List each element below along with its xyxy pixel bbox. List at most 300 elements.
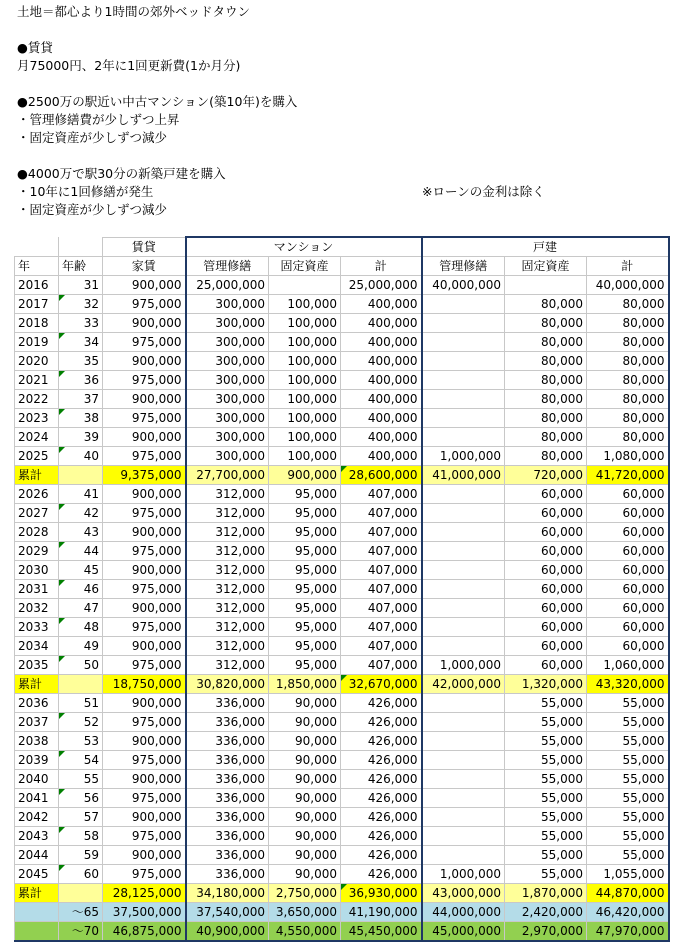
cell-mansion-repair: 336,000 [186,751,269,770]
cell-house-tax: 60,000 [505,561,587,580]
cell-year: 2031 [15,580,59,599]
cell-mansion-total: 407,000 [341,599,422,618]
table-row [15,599,669,618]
cell-year: 2034 [15,637,59,656]
cell-mansion-tax: 95,000 [269,637,341,656]
cell-house-repair: 45,000,000 [422,922,505,942]
cell-rent: 975,000 [103,827,186,846]
cell-year: 2028 [15,523,59,542]
cell-age: 59 [59,846,103,865]
cell-mansion-tax: 95,000 [269,599,341,618]
cell-house-repair [422,523,505,542]
cell-rent: 900,000 [103,314,186,333]
cell-mansion-repair: 312,000 [186,485,269,504]
cell-house-tax: 80,000 [505,295,587,314]
cell-house-tax: 60,000 [505,542,587,561]
group-house: 戸建 [422,237,669,257]
cell-age: ～65 [59,903,103,922]
cell-age: 53 [59,732,103,751]
cell-year: 2042 [15,808,59,827]
cell-mansion-total: 400,000 [341,447,422,466]
cell-house-repair [422,409,505,428]
cell-mansion-total: 407,000 [341,637,422,656]
cell-mansion-tax: 100,000 [269,295,341,314]
cell-rent: 900,000 [103,599,186,618]
cell-age [59,466,103,485]
cell-mansion-repair: 312,000 [186,523,269,542]
cell-house-total: 60,000 [587,523,669,542]
cell-house-total: 55,000 [587,732,669,751]
cell-mansion-tax: 95,000 [269,561,341,580]
cell-mansion-tax: 95,000 [269,618,341,637]
cell-house-tax: 720,000 [505,466,587,485]
cell-mansion-tax: 2,750,000 [269,884,341,903]
cell-year: 2037 [15,713,59,732]
cell-mansion-repair: 336,000 [186,694,269,713]
cell-mansion-repair: 30,820,000 [186,675,269,694]
cell-year: 2022 [15,390,59,409]
table-row [15,409,669,428]
cell-house-repair [422,580,505,599]
cell-house-tax: 2,970,000 [505,922,587,942]
cell-mansion-total: 407,000 [341,523,422,542]
cell-house-tax: 1,320,000 [505,675,587,694]
cell-age: 54 [59,751,103,770]
cell-age: 52 [59,713,103,732]
cell-age: 58 [59,827,103,846]
cell-house-repair [422,751,505,770]
spacer [17,21,667,39]
cell-year: 2036 [15,694,59,713]
cell-year: 2025 [15,447,59,466]
cell-rent: 900,000 [103,694,186,713]
cell-year: 2044 [15,846,59,865]
cell-house-total: 1,080,000 [587,447,669,466]
cell-house-tax: 60,000 [505,637,587,656]
group-mansion: マンション [186,237,422,257]
cell-mansion-tax: 90,000 [269,713,341,732]
cell-mansion-repair: 300,000 [186,428,269,447]
cell-rent: 900,000 [103,770,186,789]
cell-mansion-repair: 312,000 [186,561,269,580]
cell-house-repair [422,485,505,504]
table-row [15,618,669,637]
cell-mansion-repair: 312,000 [186,656,269,675]
cell-mansion-total: 407,000 [341,561,422,580]
cell-age [59,675,103,694]
cell-mansion-total: 426,000 [341,732,422,751]
cell-mansion-repair: 300,000 [186,447,269,466]
cell-rent: 975,000 [103,656,186,675]
cell-house-tax: 55,000 [505,865,587,884]
cell-mansion-tax: 90,000 [269,751,341,770]
cell-house-repair [422,390,505,409]
cell-rent: 46,875,000 [103,922,186,942]
cell-house-repair [422,770,505,789]
cell-house-tax: 80,000 [505,371,587,390]
cell-mansion-total: 25,000,000 [341,276,422,295]
cell-rent: 975,000 [103,447,186,466]
col-house-total: 計 [587,257,669,276]
column-header-row [15,257,669,276]
cell-house-tax: 80,000 [505,409,587,428]
cell-mansion-repair: 336,000 [186,865,269,884]
cell-rent: 975,000 [103,371,186,390]
cell-rent: 975,000 [103,542,186,561]
cell-house-total: 80,000 [587,409,669,428]
cell-mansion-repair: 312,000 [186,504,269,523]
table-row [15,846,669,865]
table-row [15,371,669,390]
cell-house-tax: 60,000 [505,580,587,599]
cell-rent: 975,000 [103,789,186,808]
cell-age: 33 [59,314,103,333]
cell-year: 2045 [15,865,59,884]
cell-age: 47 [59,599,103,618]
cell-house-tax: 80,000 [505,428,587,447]
cell-mansion-total: 400,000 [341,295,422,314]
cell-age: 60 [59,865,103,884]
col-house-repair: 管理修繕 [422,257,505,276]
cell-house-total: 60,000 [587,580,669,599]
cell-house-repair: 1,000,000 [422,447,505,466]
cell-house-repair [422,428,505,447]
cell-house-total: 80,000 [587,333,669,352]
cell-age [59,884,103,903]
cell-age: 41 [59,485,103,504]
cell-rent: 900,000 [103,732,186,751]
cell-year: 2041 [15,789,59,808]
spacer [17,75,667,93]
cell-rent: 975,000 [103,333,186,352]
cell-house-tax: 60,000 [505,504,587,523]
cell-house-repair [422,504,505,523]
cell-mansion-tax: 95,000 [269,485,341,504]
cell-age: 42 [59,504,103,523]
cell-mansion-repair: 312,000 [186,599,269,618]
cell-house-tax: 55,000 [505,808,587,827]
cell-year: 累計 [15,466,59,485]
cell-house-tax: 60,000 [505,599,587,618]
cell-mansion-tax: 90,000 [269,789,341,808]
notes [17,3,667,219]
cell-house-repair [422,333,505,352]
cell-house-total: 1,055,000 [587,865,669,884]
col-year: 年 [15,257,59,276]
cell-mansion-total: 41,190,000 [341,903,422,922]
cell-age: 39 [59,428,103,447]
cell-rent: 18,750,000 [103,675,186,694]
cell-house-total: 55,000 [587,694,669,713]
cell-mansion-total: 407,000 [341,485,422,504]
cell-house-repair [422,314,505,333]
cell-year: 2016 [15,276,59,295]
cell-rent: 900,000 [103,637,186,656]
cell-mansion-repair: 336,000 [186,827,269,846]
cell-age: 48 [59,618,103,637]
cell-rent: 900,000 [103,276,186,295]
cell-mansion-total: 400,000 [341,428,422,447]
cell-rent: 975,000 [103,618,186,637]
cell-house-repair [422,789,505,808]
cell-house-repair [422,827,505,846]
cell-house-total: 46,420,000 [587,903,669,922]
cell-rent: 37,500,000 [103,903,186,922]
rent-heading: ●賃貸 [17,40,53,55]
cell-house-total: 55,000 [587,789,669,808]
cell-mansion-total: 28,600,000 [341,466,422,485]
table-row [15,447,669,466]
cell-age: 55 [59,770,103,789]
cell-mansion-repair: 312,000 [186,637,269,656]
cell-house-tax: 2,420,000 [505,903,587,922]
cell-house-total: 60,000 [587,637,669,656]
cell-mansion-total: 426,000 [341,808,422,827]
cell-age: 57 [59,808,103,827]
cell-mansion-repair: 34,180,000 [186,884,269,903]
subtotal-row [15,466,669,485]
cell-house-total: 80,000 [587,390,669,409]
cell-house-total: 80,000 [587,428,669,447]
cell-age: 36 [59,371,103,390]
cell-house-tax: 55,000 [505,789,587,808]
cell-house-tax: 55,000 [505,846,587,865]
table-row [15,732,669,751]
rent-description: 月75000円、2年に1回更新費(1か月分) [17,58,241,73]
cell-mansion-tax: 100,000 [269,409,341,428]
cell-age: ～70 [59,922,103,942]
cell-mansion-total: 400,000 [341,333,422,352]
cell-house-repair: 40,000,000 [422,276,505,295]
cell-age: 34 [59,333,103,352]
cell-rent: 975,000 [103,580,186,599]
cell-house-repair [422,371,505,390]
cell-house-repair [422,561,505,580]
cell-mansion-repair: 300,000 [186,295,269,314]
col-age: 年齢 [59,257,103,276]
cell-age: 38 [59,409,103,428]
cell-house-total: 55,000 [587,751,669,770]
cell-mansion-repair: 300,000 [186,352,269,371]
cell-house-tax: 60,000 [505,618,587,637]
cell-mansion-tax: 90,000 [269,865,341,884]
col-mansion-tax: 固定資産 [269,257,341,276]
cell-mansion-tax: 4,550,000 [269,922,341,942]
cell-house-tax: 55,000 [505,694,587,713]
cell-year: 2030 [15,561,59,580]
table-row [15,314,669,333]
cell-house-repair [422,542,505,561]
cell-mansion-repair: 312,000 [186,618,269,637]
cell-mansion-total: 426,000 [341,789,422,808]
cell-mansion-total: 426,000 [341,751,422,770]
cell-year: 2023 [15,409,59,428]
cell-year: 2043 [15,827,59,846]
cell-house-repair: 1,000,000 [422,865,505,884]
cell-mansion-repair: 37,540,000 [186,903,269,922]
house-heading: ●4000万で駅30分の新築戸建を購入 [17,166,226,181]
cell-house-repair [422,808,505,827]
total-to-70-row [15,922,669,942]
group-header-row [15,237,669,257]
cell-age: 44 [59,542,103,561]
col-mansion-total: 計 [341,257,422,276]
cell-house-total: 47,970,000 [587,922,669,942]
cell-house-tax: 55,000 [505,770,587,789]
cell-mansion-repair: 336,000 [186,808,269,827]
cell-age: 45 [59,561,103,580]
table-row [15,523,669,542]
col-mansion-repair: 管理修繕 [186,257,269,276]
mansion-bullet-1: ・管理修繕費が少しずつ上昇 [17,112,180,127]
cell-mansion-tax: 3,650,000 [269,903,341,922]
cell-age: 31 [59,276,103,295]
table-row [15,580,669,599]
col-rent: 家賃 [103,257,186,276]
cell-mansion-total: 407,000 [341,580,422,599]
cell-house-total: 60,000 [587,561,669,580]
cell-rent: 28,125,000 [103,884,186,903]
loan-note: ※ローンの金利は除く [422,184,545,199]
table-row [15,713,669,732]
cell-year: 2038 [15,732,59,751]
cell-house-total: 80,000 [587,352,669,371]
cell-age: 51 [59,694,103,713]
cell-house-total: 60,000 [587,599,669,618]
cell-house-repair: 43,000,000 [422,884,505,903]
cell-house-tax: 55,000 [505,713,587,732]
table-row [15,827,669,846]
cell-mansion-repair: 336,000 [186,713,269,732]
spacer [17,147,667,165]
cell-age: 43 [59,523,103,542]
cell-year: 2019 [15,333,59,352]
cell-year: 2035 [15,656,59,675]
table-row [15,751,669,770]
table-row [15,789,669,808]
cell-year: 2039 [15,751,59,770]
table-row [15,276,669,295]
table-row [15,770,669,789]
cell-rent: 900,000 [103,485,186,504]
cell-mansion-tax: 100,000 [269,371,341,390]
cell-house-repair [422,732,505,751]
cell-mansion-repair: 312,000 [186,580,269,599]
cell-house-total: 80,000 [587,371,669,390]
cell-rent: 975,000 [103,409,186,428]
table-row [15,694,669,713]
cell-mansion-tax: 90,000 [269,808,341,827]
table-row [15,504,669,523]
cell-mansion-total: 407,000 [341,542,422,561]
cell-mansion-total: 426,000 [341,846,422,865]
cell-age: 40 [59,447,103,466]
table-row [15,390,669,409]
cell-mansion-total: 36,930,000 [341,884,422,903]
cell-year: 累計 [15,884,59,903]
cell-mansion-total: 45,450,000 [341,922,422,942]
cell-mansion-total: 426,000 [341,865,422,884]
cell-house-tax: 1,870,000 [505,884,587,903]
table-row [15,295,669,314]
cell-house-tax: 60,000 [505,656,587,675]
cell-mansion-tax: 95,000 [269,580,341,599]
cell-mansion-total: 400,000 [341,409,422,428]
cell-rent: 900,000 [103,390,186,409]
cell-year: 2021 [15,371,59,390]
cell-mansion-total: 426,000 [341,713,422,732]
cell-mansion-tax: 90,000 [269,694,341,713]
cell-house-tax: 80,000 [505,390,587,409]
cell-mansion-tax: 100,000 [269,314,341,333]
cell-rent: 975,000 [103,751,186,770]
cell-mansion-total: 32,670,000 [341,675,422,694]
cell-year: 2017 [15,295,59,314]
cell-mansion-tax: 90,000 [269,770,341,789]
cost-table [14,236,670,942]
cell-mansion-tax: 100,000 [269,428,341,447]
cell-year: 2018 [15,314,59,333]
cell-mansion-total: 407,000 [341,618,422,637]
table-row [15,808,669,827]
cell-mansion-total: 407,000 [341,504,422,523]
cell-mansion-repair: 300,000 [186,333,269,352]
house-bullet-1: ・10年に1回修繕が発生 [17,184,154,199]
cell-age: 35 [59,352,103,371]
cell-rent: 900,000 [103,808,186,827]
cell-house-tax: 80,000 [505,333,587,352]
table-row [15,428,669,447]
table-row [15,352,669,371]
cell-year [15,903,59,922]
subtotal-row [15,884,669,903]
cell-house-total: 1,060,000 [587,656,669,675]
blank-cell [59,237,103,257]
cell-house-total: 41,720,000 [587,466,669,485]
cell-mansion-repair: 336,000 [186,732,269,751]
cell-house-repair [422,846,505,865]
cell-house-total: 80,000 [587,314,669,333]
cell-mansion-repair: 336,000 [186,789,269,808]
cell-house-tax: 55,000 [505,751,587,770]
cell-year: 2033 [15,618,59,637]
house-bullet-2: ・固定資産が少しずつ減少 [17,202,168,217]
cell-house-tax: 55,000 [505,732,587,751]
cell-house-repair [422,599,505,618]
cell-mansion-tax: 90,000 [269,732,341,751]
cell-year: 2024 [15,428,59,447]
cell-house-repair [422,295,505,314]
cell-house-repair [422,694,505,713]
cell-mansion-total: 400,000 [341,371,422,390]
table-row [15,485,669,504]
cell-house-tax: 80,000 [505,352,587,371]
cell-mansion-total: 400,000 [341,390,422,409]
cell-rent: 975,000 [103,295,186,314]
group-rent: 賃貸 [103,237,186,257]
cell-mansion-tax: 1,850,000 [269,675,341,694]
cell-house-total: 60,000 [587,618,669,637]
cell-mansion-tax: 100,000 [269,447,341,466]
cell-age: 46 [59,580,103,599]
cell-house-repair [422,618,505,637]
land-note: 土地＝都心より1時間の郊外ベッドタウン [17,4,250,19]
cell-mansion-tax [269,276,341,295]
cell-year: 累計 [15,675,59,694]
cell-mansion-total: 400,000 [341,352,422,371]
table-row [15,561,669,580]
subtotal-row [15,675,669,694]
